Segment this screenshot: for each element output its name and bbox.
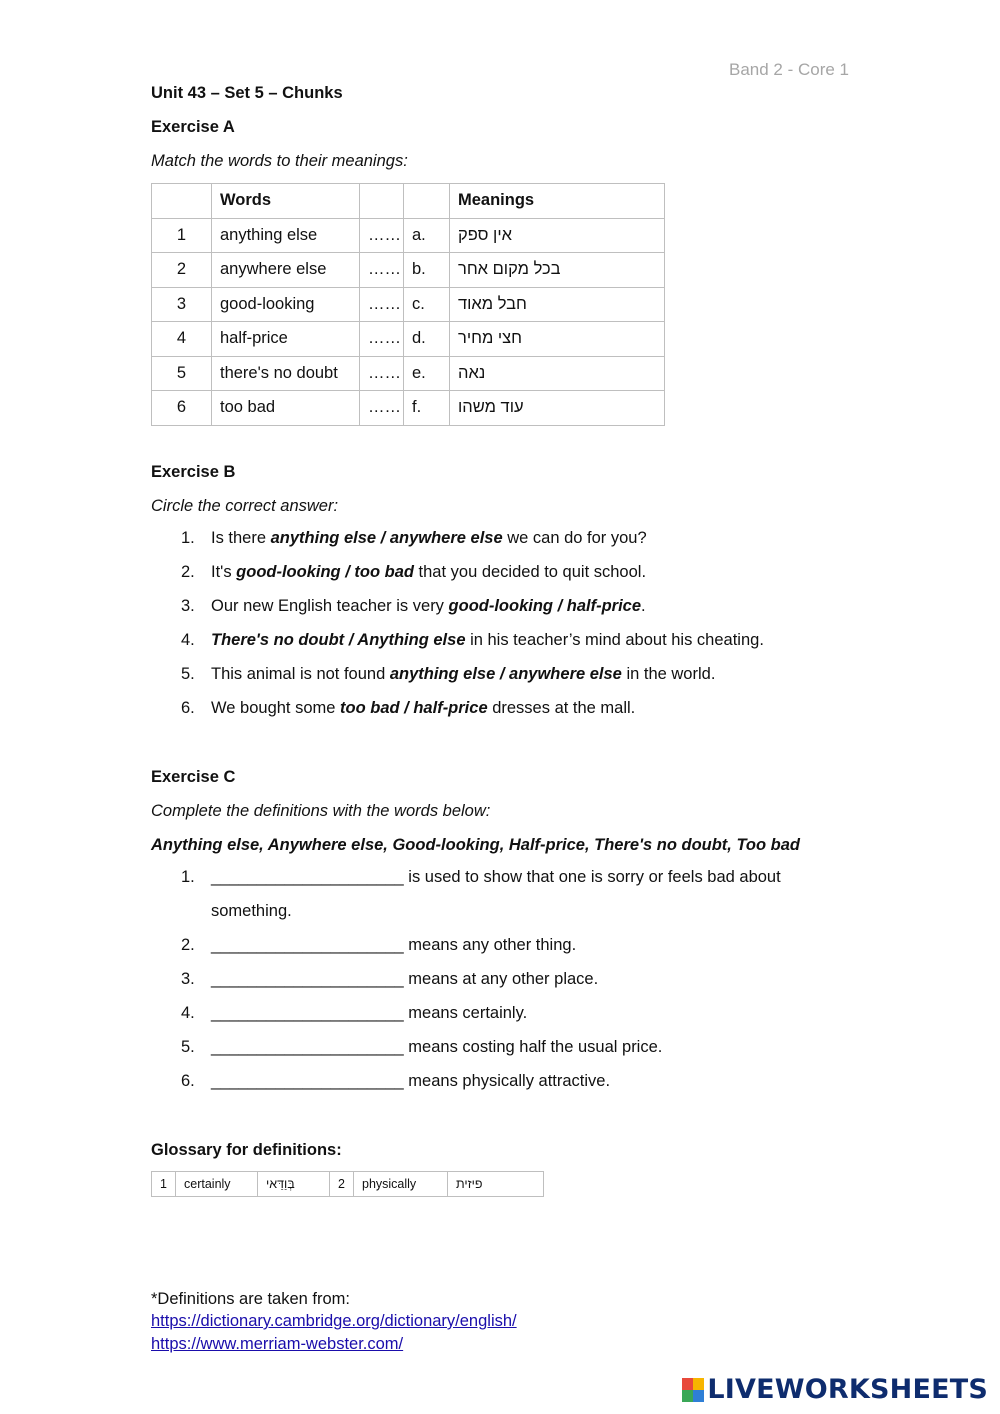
answer-blank[interactable]: …… (360, 253, 404, 288)
answer-choice[interactable]: good-looking / half-price (448, 597, 642, 615)
row-word: half-price (212, 322, 360, 357)
item-text: Our new English teacher is very (211, 597, 449, 615)
answer-choice[interactable]: good-looking / too bad (236, 563, 414, 581)
answer-choice[interactable]: anything else / anywhere else (389, 665, 622, 683)
table-row (152, 218, 665, 253)
page-title: Unit 43 – Set 5 – Chunks (151, 84, 343, 102)
glossary-word: physically (354, 1172, 448, 1197)
header-cell-num (152, 184, 212, 219)
definition-text: means certainly. (403, 1004, 528, 1022)
logo-text: LIVEWORKSHEETS (707, 1374, 988, 1405)
item-text: This animal is not found (211, 665, 390, 683)
row-number: 6 (152, 391, 212, 426)
item-number: 5. (181, 665, 195, 683)
exercise-b-heading: Exercise B (151, 463, 236, 481)
item-text: We bought some (211, 699, 341, 717)
item-number: 1. (181, 868, 195, 886)
row-word: there's no doubt (212, 356, 360, 391)
definition-text: means at any other place. (403, 970, 599, 988)
band-label: Band 2 - Core 1 (728, 60, 849, 79)
answer-blank[interactable]: …… (360, 287, 404, 322)
row-meaning: אין ספק (450, 218, 665, 253)
definition-text: means any other thing. (403, 936, 577, 954)
row-number: 4 (152, 322, 212, 357)
exercise-a-heading: Exercise A (151, 118, 235, 136)
table-row (152, 1172, 544, 1197)
word-bank: Anything else, Anywhere else, Good-looking, Half-price, There's no doubt, Too bad (151, 836, 801, 854)
matching-table (151, 183, 665, 426)
item-text: we can do for you? (502, 529, 647, 547)
row-number: 3 (152, 287, 212, 322)
exercise-c-heading: Exercise C (151, 768, 236, 786)
item-text: dresses at the mall. (487, 699, 636, 717)
row-word: good-looking (212, 287, 360, 322)
item-number: 2. (181, 563, 195, 581)
item-number: 3. (181, 597, 195, 615)
item-text: in the world. (621, 665, 716, 683)
item-number: 4. (181, 1004, 195, 1022)
glossary-translation: בְּוַדַּאי (258, 1172, 330, 1197)
row-meaning: בכל מקום אחר (450, 253, 665, 288)
logo-mark-icon (682, 1378, 704, 1402)
item-number: 5. (181, 1038, 195, 1056)
answer-blank[interactable]: _____________________ (211, 1072, 404, 1090)
item-number: 3. (181, 970, 195, 988)
answer-choice[interactable]: anything else / anywhere else (270, 529, 503, 547)
answer-blank[interactable]: _____________________ (211, 868, 404, 886)
answer-choice[interactable]: There's no doubt / Anything else (211, 631, 466, 649)
table-header-row (152, 184, 665, 219)
answer-blank[interactable]: …… (360, 322, 404, 357)
item-text: that you decided to quit school. (413, 563, 647, 581)
definition-text: is used to show that one is sorry or feels bad about (403, 868, 781, 886)
logo-square-icon (693, 1390, 704, 1402)
item-number: 6. (181, 1072, 195, 1090)
source-note: *Definitions are taken from: (151, 1290, 351, 1308)
row-meaning: חבל מאוד (450, 287, 665, 322)
glossary-translation: פיזית (448, 1172, 544, 1197)
table-row (152, 322, 665, 357)
answer-blank[interactable]: _____________________ (211, 1004, 404, 1022)
row-meaning: עוד משהו (450, 391, 665, 426)
header-cell-blank (360, 184, 404, 219)
item-number: 4. (181, 631, 195, 649)
logo-square-icon (693, 1378, 704, 1390)
answer-blank[interactable]: _____________________ (211, 970, 404, 988)
table-row (152, 287, 665, 322)
logo-square-icon (682, 1378, 693, 1390)
answer-blank[interactable]: _____________________ (211, 936, 404, 954)
liveworksheets-logo[interactable] (682, 1374, 988, 1405)
answer-blank[interactable]: …… (360, 356, 404, 391)
item-number: 2. (181, 936, 195, 954)
row-letter: d. (404, 322, 450, 357)
logo-square-icon (682, 1390, 693, 1402)
row-word: too bad (212, 391, 360, 426)
item-number: 6. (181, 699, 195, 717)
header-cell-letter (404, 184, 450, 219)
answer-blank[interactable]: …… (360, 218, 404, 253)
table-row (152, 253, 665, 288)
row-meaning: חצי מחיר (450, 322, 665, 357)
row-word: anywhere else (212, 253, 360, 288)
item-text: in his teacher’s mind about his cheating. (465, 631, 764, 649)
definition-text: means costing half the usual price. (403, 1038, 663, 1056)
item-text: It's (211, 563, 237, 581)
table-row (152, 356, 665, 391)
row-number: 2 (152, 253, 212, 288)
row-number: 5 (152, 356, 212, 391)
header-meanings: Meanings (450, 184, 665, 219)
row-letter: b. (404, 253, 450, 288)
answer-blank[interactable]: _____________________ (211, 1038, 404, 1056)
answer-blank[interactable]: …… (360, 391, 404, 426)
definition-text: means physically attractive. (403, 1072, 611, 1090)
row-meaning: נאה (450, 356, 665, 391)
row-letter: f. (404, 391, 450, 426)
exercise-a-instruction: Match the words to their meanings: (151, 152, 408, 170)
item-number: 1. (181, 529, 195, 547)
table-row (152, 391, 665, 426)
item-text: Is there (211, 529, 271, 547)
row-letter: a. (404, 218, 450, 253)
cambridge-link[interactable]: https://dictionary.cambridge.org/dictionary/english/ (151, 1312, 517, 1330)
glossary-word: certainly (176, 1172, 258, 1197)
glossary-number: 2 (330, 1172, 354, 1197)
glossary-heading: Glossary for definitions: (151, 1141, 342, 1159)
exercise-c-instruction: Complete the definitions with the words below: (151, 802, 491, 820)
row-letter: c. (404, 287, 450, 322)
item-text: . (641, 597, 646, 615)
glossary-table (151, 1171, 544, 1197)
definition-text: something. (211, 902, 292, 920)
answer-choice[interactable]: too bad / half-price (340, 699, 488, 717)
row-number: 1 (152, 218, 212, 253)
header-words: Words (212, 184, 360, 219)
exercise-b-instruction: Circle the correct answer: (151, 497, 339, 515)
row-word: anything else (212, 218, 360, 253)
merriam-webster-link[interactable]: https://www.merriam-webster.com/ (151, 1335, 404, 1353)
glossary-number: 1 (152, 1172, 176, 1197)
row-letter: e. (404, 356, 450, 391)
